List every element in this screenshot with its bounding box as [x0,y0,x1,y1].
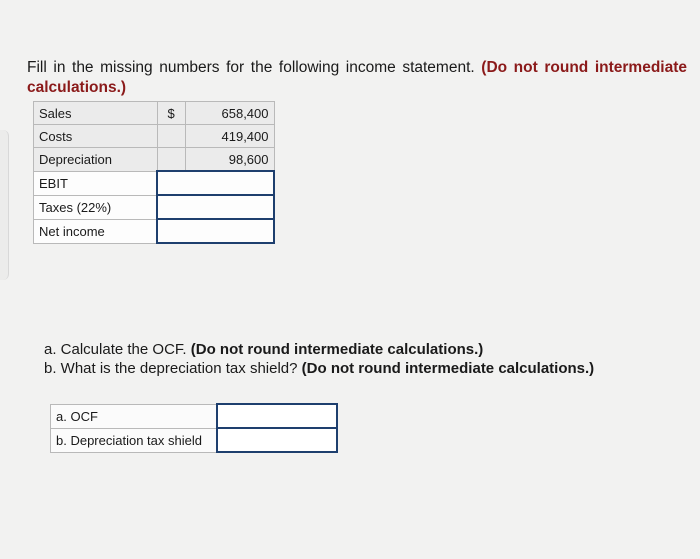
row-label: Taxes (22%) [34,195,158,219]
table-row [34,148,275,172]
problem-instructions [27,58,687,98]
row-label: b. Depreciation tax shield [51,428,218,452]
questions [44,340,594,378]
question-a-note: (Do not round intermediate calculations.) [190,341,484,358]
table-row [34,171,275,195]
row-value: 419,400 [185,125,274,148]
table-row [51,428,338,452]
question-b-text: b. What is the depreciation tax shield? [44,360,298,377]
taxes-input[interactable] [157,195,274,219]
instructions-text: Fill in the missing numbers for the following income statement. [27,59,475,76]
question-b [44,359,594,378]
row-label: Costs [34,125,158,148]
currency-symbol [157,148,185,172]
row-label: Sales [34,102,158,125]
row-label: Net income [34,219,158,243]
answers-table [50,403,338,453]
left-panel-edge [0,130,9,280]
table-row [34,195,275,219]
question-a-text: a. Calculate the OCF. [44,341,187,358]
instructions-note: (Do not round intermediate calculations.) [27,59,687,96]
ocf-input[interactable] [217,404,337,428]
income-statement-table [33,101,275,244]
net-income-input[interactable] [157,219,274,243]
row-label: a. OCF [51,404,218,428]
table-row [51,404,338,428]
table-row [34,125,275,148]
row-label: EBIT [34,171,158,195]
row-value: 658,400 [185,102,274,125]
table-row [34,102,275,125]
question-a [44,340,594,359]
row-value: 98,600 [185,148,274,172]
ebit-input[interactable] [157,171,274,195]
currency-symbol: $ [157,102,185,125]
currency-symbol [157,125,185,148]
question-b-note: (Do not round intermediate calculations.) [301,360,595,377]
table-row [34,219,275,243]
depreciation-tax-shield-input[interactable] [217,428,337,452]
row-label: Depreciation [34,148,158,172]
